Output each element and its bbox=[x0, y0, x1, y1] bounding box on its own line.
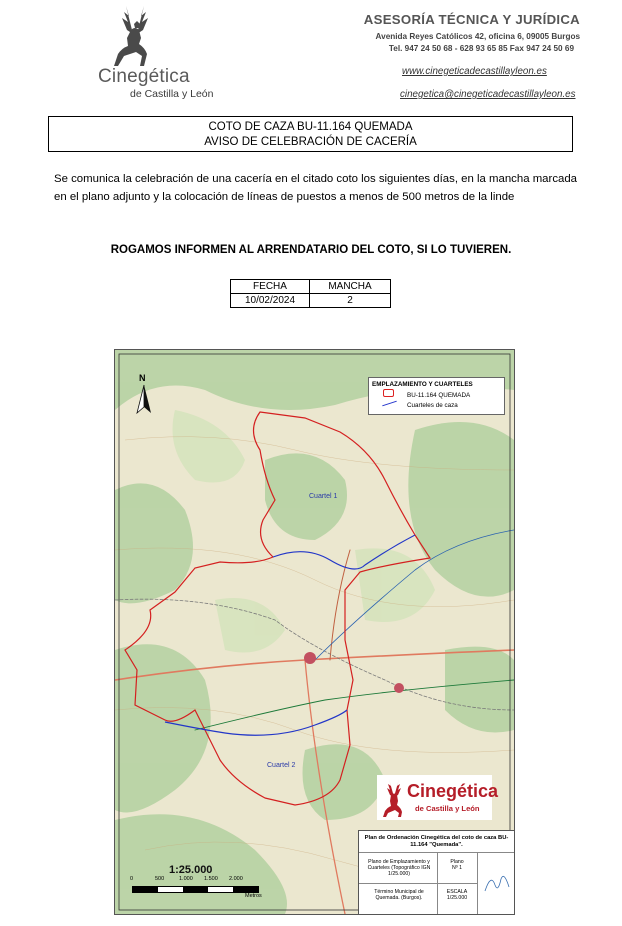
legend-title: EMPLAZAMIENTO Y CUARTELES bbox=[372, 381, 473, 388]
scale-tick: 1.500 bbox=[204, 876, 218, 882]
legend-item-cuarteles: Cuarteles de caza bbox=[407, 402, 458, 409]
document-subtitle: AVISO DE CELEBRACIÓN DE CACERÍA bbox=[204, 136, 417, 148]
schedule-table bbox=[230, 279, 391, 308]
map-deer-icon bbox=[381, 779, 407, 817]
document-title: COTO DE CAZA BU-11.164 QUEMADA bbox=[208, 121, 413, 133]
hunting-area-map bbox=[114, 349, 515, 915]
firm-address: Avenida Reyes Católicos 42, oficina 6, 09005 Burgos bbox=[375, 32, 580, 41]
map-logo bbox=[377, 775, 499, 820]
north-arrow bbox=[135, 375, 153, 415]
plan-number-value: Nº 1 bbox=[452, 865, 462, 871]
cuartel-1-label: Cuartel 1 bbox=[309, 493, 338, 500]
legend-item-coto: BU-11.164 QUEMADA bbox=[407, 392, 471, 399]
email-link[interactable]: cinegetica@cinegeticadecastillayleon.es bbox=[400, 89, 576, 100]
plan-number-label: Plano bbox=[450, 859, 464, 865]
map-cartouche bbox=[358, 830, 515, 915]
boundary-key-icon bbox=[383, 389, 394, 397]
scale-tick: 500 bbox=[155, 876, 165, 882]
cartouche-plan: Plano de Emplazamiento y Cuarteles (Topográfico IGN 1/25.000) bbox=[367, 859, 431, 877]
brand-subtitle: de Castilla y León bbox=[130, 88, 214, 100]
firm-phones: Tel. 947 24 50 68 - 628 93 65 85 Fax 947 24 50 69 bbox=[388, 44, 574, 53]
scale-unit: Metros bbox=[245, 893, 262, 899]
header-fecha: FECHA bbox=[231, 280, 310, 294]
website-link[interactable]: www.cinegeticadecastillayleon.es bbox=[402, 66, 547, 77]
signature-icon bbox=[483, 867, 511, 897]
map-logo-brand: Cinegética bbox=[407, 781, 499, 801]
cartouche-plan-number bbox=[439, 859, 475, 871]
scale-label: ESCALA bbox=[446, 889, 468, 895]
table-header-row bbox=[231, 280, 391, 294]
map-legend bbox=[368, 377, 505, 415]
deer-logo-icon bbox=[104, 4, 174, 68]
table-row bbox=[231, 294, 391, 308]
cuartel-2-label: Cuartel 2 bbox=[267, 762, 296, 769]
header-mancha: MANCHA bbox=[310, 280, 391, 294]
cell-mancha: 2 bbox=[310, 294, 391, 308]
scale-value: 1/25.000 bbox=[446, 895, 468, 901]
cartouche-municipality: Término Municipal de Quemada. (Burgos). bbox=[374, 889, 424, 901]
company-logo bbox=[96, 4, 220, 100]
scale-tick: 2.000 bbox=[229, 876, 243, 882]
scale-tick: 1.000 bbox=[179, 876, 193, 882]
cell-fecha: 10/02/2024 bbox=[231, 294, 310, 308]
firm-name: ASESORÍA TÉCNICA Y JURÍDICA bbox=[363, 12, 580, 27]
cuartel-key-icon bbox=[382, 401, 397, 407]
cartouche-title: Plan de Ordenación Cinegética del coto de caza BU-11.164 "Quemada". bbox=[364, 835, 509, 848]
map-logo-subtitle: de Castilla y León bbox=[415, 804, 480, 813]
notice-text: ROGAMOS INFORMEN AL ARRENDATARIO DEL COTO, SI LO TUVIEREN. bbox=[110, 244, 512, 256]
map-scale: 1:25.000 bbox=[169, 864, 213, 876]
cartouche-scale bbox=[439, 889, 475, 901]
north-label: N bbox=[139, 373, 146, 383]
scale-tick: 0 bbox=[130, 876, 134, 882]
intro-paragraph: Se comunica la celebración de una cacería en el citado coto los siguientes días, en la mancha marcada en el plano adjunto y la colocación de líneas de puestos a menos de 500 metros de la linde bbox=[54, 173, 578, 203]
brand-name: Cinegética bbox=[98, 66, 190, 87]
title-box bbox=[48, 116, 573, 152]
scale-bar bbox=[132, 886, 259, 893]
